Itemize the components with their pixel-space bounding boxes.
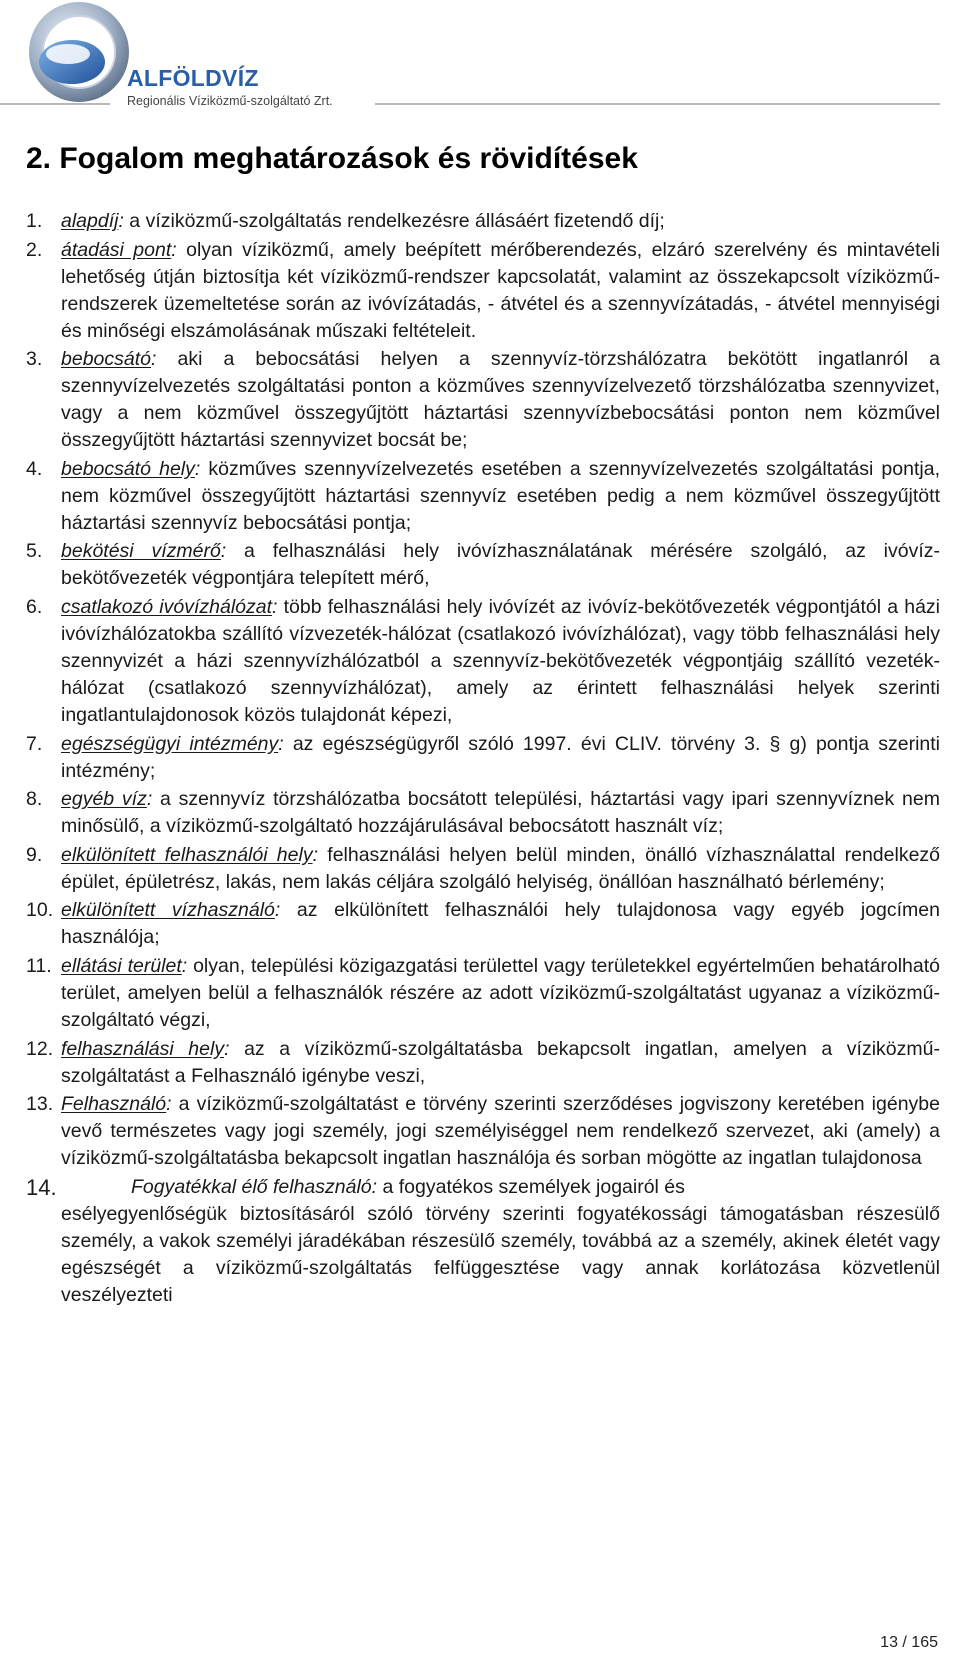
page-header [0,0,960,115]
item-term: egyéb víz [61,788,147,811]
item-number: 10. [26,899,54,922]
item-text: közműves szennyvízelvezetés esetében a szennyvízelvezetés szolgáltatási pontja, nem közművel összegyűjtött háztartási szennyvíz esetében pedig a nem közművel összegyűjtött háztartási szennyvíz bebocsátási pontja; [61,457,940,534]
item-term: csatlakozó ivóvízhálózat [61,595,273,618]
item-term: bebocsátó hely [61,457,195,480]
header-rule-right [375,103,940,105]
item-text-continued: esélyegyenlőségük biztosításáról szóló törvény szerinti fogyatékossági támogatásban részesülő személy, a vakok személyi járadékában részesülő személy, továbbá az a személy, akinek életét vagy egészségét a víziközmű-szolgáltatás felfüggesztése vagy annak korlátozása közvetlenül veszélyezteti [61,1202,940,1306]
list-item: 10. elkülönített vízhasználó: az elkülönített felhasználói hely tulajdonosa vagy egyéb jogcímen használója; [26,897,940,951]
item-term: egészségügyi intézmény [61,732,279,755]
list-item: 2. átadási pont: olyan víziközmű, amely beépített mérőberendezés, elzáró szerelvény és mintavételi lehetőség útján biztosítja két víziközmű-rendszer kapcsolatát, valamint az összekapcsolt víziközmű-rendszerek üzemeltetése során az ivóvízátadás, - átvétel és a szennyvízátadás, - átvétel mennyiségi és minőségi elszámolásának műszaki feltételeit. [26,237,940,345]
list-item: 12. felhasználási hely: az a víziközmű-szolgáltatásba bekapcsolt ingatlan, amelyen a víziközmű-szolgáltatást a Felhasználó igénybe veszi, [26,1036,940,1090]
item-number: 9. [26,843,43,866]
item-text: a felhasználási hely ivóvízhasználatának mérésére szolgáló, az ivóvíz-bekötővezeték végpontjára telepített mérő, [61,540,940,590]
item-term: elkülönített vízhasználó [61,899,275,922]
item-text: az a víziközmű-szolgáltatásba bekapcsolt ingatlan, amelyen a víziközmű-szolgáltatást a Felhasználó igénybe veszi, [61,1037,940,1087]
brand-name: ALFÖLDVÍZ [127,65,259,91]
item-number: 7. [26,732,43,755]
item-number: 13. [26,1093,54,1116]
item-text: az egészségügyről szóló 1997. évi CLIV. törvény 3. § g) pontja szerinti intézmény; [61,732,940,782]
item-term: ellátási terület [61,954,182,977]
list-item: 8. egyéb víz: a szennyvíz törzshálózatba bocsátott települési, háztartási vagy ipari szennyvíznek nem minősülő, a víziközmű-szolgáltató hozzájárulásával bebocsátott használt víz; [26,786,940,840]
page-number: 13 / 165 [880,1634,938,1651]
item-text: olyan víziközmű, amely beépített mérőberendezés, elzáró szerelvény és mintavételi lehetőség útján biztosítja két víziközmű-rendszer kapcsolatát, valamint az összekapcsolt víziközmű-rendszerek üzemeltetése során az ivóvízátadás, - átvétel és a szennyvízátadás, - átvétel mennyiségi és minőségi elszámolásának műszaki feltételeit. [61,238,940,342]
list-item: 13. Felhasználó: a víziközmű-szolgáltatást e törvény szerinti szerződéses jogviszony keretében igénybe vevő természetes vagy jogi személy, jogi személyiséggel nem rendelkező szervezet, aki (amely) a víziközmű-szolgáltatásba bekapcsolt ingatlan használója és sorban mögötte az ingatlan tulajdonosa [26,1091,940,1172]
item-number: 3. [26,348,43,371]
definition-list [26,208,940,1310]
item-term: alapdíj [61,210,119,232]
item-text: a víziközmű-szolgáltatás rendelkezésre állásáért fizetendő díj; [123,210,665,232]
item-term: bekötési vízmérő [61,540,221,563]
item-text: több felhasználási hely ivóvízét az ivóvíz-bekötővezeték végpontjától a házi ivóvízhálózatokba szállító vízvezeték-hálózat (csatlakozó ivóvízhálózat), vagy több felhasználási hely szennyvizét a házi szennyvízhálózatból a szennyvíz-bekötővezeték végpontjáig szállító vezeték-hálózat (csatlakozó szennyvízhálózat), amely az érintett felhasználási helyek szerinti ingatlantulajdonosok közös tulajdonát képezi, [61,595,940,726]
item-number: 12. [26,1037,54,1060]
item-number: 4. [26,457,43,480]
item-number: 8. [26,788,43,811]
item-text: aki a bebocsátási helyen a szennyvíz-törzshálózatra bekötött ingatlanról a szennyvízelvezetés szolgáltatási ponton a közműves szennyvízelvezető törzshálózatba szennyvizet, vagy a nem közművel összegyűjtött háztartási szennyvízbebocsátási ponton nem közművel összegyűjtött háztartási szennyvizet bocsát be; [61,348,940,452]
section-title: 2. Fogalom meghatározások és rövidítések [26,142,638,175]
item-term: bebocsátó [61,348,151,371]
item-text: a víziközmű-szolgáltatást e törvény szerinti szerződéses jogviszony keretében igénybe vevő természetes vagy jogi személy, jogi személyiséggel nem rendelkező szervezet, aki (amely) a víziközmű-szolgáltatásba bekapcsolt ingatlan használója és sorban mögötte az ingatlan tulajdonosa [61,1093,940,1170]
item-number: 6. [26,595,43,618]
list-item: 9. elkülönített felhasználói hely: felhasználási helyen belül minden, önálló vízhasználattal rendelkező épület, épületrész, lakás, nem lakás céljára szolgáló helyiség, önállóan használható bérlemény; [26,842,940,896]
list-item: 4. bebocsátó hely: közműves szennyvízelvezetés esetében a szennyvízelvezetés szolgáltatási pontja, nem közművel összegyűjtött háztartási szennyvíz esetében pedig a nem közművel összegyűjtött háztartási szennyvíz bebocsátási pontja; [26,456,940,537]
item-number: 2. [26,238,43,261]
list-item: 11. ellátási terület: olyan, települési közigazgatási területtel vagy területekkel egyértelműen behatárolható terület, amelyen belül a felhasználók részére az adott víziközmű-szolgáltatást ugyanaz a víziközmű-szolgáltató végzi, [26,953,940,1034]
item-term: átadási pont [61,238,172,261]
item-number: 5. [26,540,43,563]
item-term: felhasználási hely [61,1037,225,1060]
list-item: 3. bebocsátó: aki a bebocsátási helyen a szennyvíz-törzshálózatra bekötött ingatlanról a szennyvízelvezetés szolgáltatási ponton a közműves szennyvízelvezető törzshálózatba szennyvizet, vagy a nem közművel összegyűjtött háztartási szennyvízbebocsátási ponton nem közművel összegyűjtött háztartási szennyvizet bocsát be; [26,346,940,454]
brand-tagline: Regionális Víziközmű-szolgáltató Zrt. [127,94,333,108]
item-text: olyan, települési közigazgatási területtel vagy területekkel egyértelműen behatárolható terület, amelyen belül a felhasználók részére az adott víziközmű-szolgáltatást ugyanaz a víziközmű-szolgáltató végzi, [61,954,940,1031]
list-item: 6. csatlakozó ivóvízhálózat: több felhasználási hely ivóvízét az ivóvíz-bekötővezeték végpontjától a házi ivóvízhálózatokba szállító vízvezeték-hálózat (csatlakozó ivóvízhálózat), vagy több felhasználási hely szennyvizét a házi szennyvízhálózatból a szennyvíz-bekötővezeték végpontjáig szállító vezeték-hálózat (csatlakozó szennyvízhálózat), amely az érintett felhasználási helyek szerinti ingatlantulajdonosok közös tulajdonát képezi, [26,594,940,729]
item-text: a szennyvíz törzshálózatba bocsátott települési, háztartási vagy ipari szennyvíznek nem minősülő, a víziközmű-szolgáltató hozzájárulásával bebocsátott használt víz; [61,788,940,838]
item-term: elkülönített felhasználói hely [61,843,313,866]
list-item: 7. egészségügyi intézmény: az egészségügyről szóló 1997. évi CLIV. törvény 3. § g) pontja szerinti intézmény; [26,731,940,785]
item-number: 14. [26,1174,57,1200]
list-item: 1. alapdíj: a víziközmű-szolgáltatás rendelkezésre állásáért fizetendő díj; [26,208,940,235]
list-item: 14. Fogyatékkal élő felhasználó: a fogyatékos személyek jogairól és esélyegyenlőségük biztosításáról szóló törvény szerinti fogyatékossági támogatásban részesülő személy, a vakok személyi járadékában részesülő személy, továbbá az a személy, akinek életét vagy egészségét a víziközmű-szolgáltatás felfüggesztése vagy annak korlátozása közvetlenül veszélyezteti [26,1174,940,1309]
item-number: 11. [26,954,52,977]
item-term: Felhasználó [61,1093,167,1116]
item-text: az elkülönített felhasználói hely tulajdonosa vagy egyéb jogcímen használója; [61,899,940,949]
alfoldviz-logo-icon [24,0,134,110]
item-text: a fogyatékos személyek jogairól és [377,1175,685,1198]
list-item: 5. bekötési vízmérő: a felhasználási hely ivóvízhasználatának mérésére szolgáló, az ivóvíz-bekötővezeték végpontjára telepített mérő, [26,538,940,592]
item-text: felhasználási helyen belül minden, önálló vízhasználattal rendelkező épület, épületrész, lakás, nem lakás céljára szolgáló helyiség, önállóan használható bérlemény; [61,843,941,893]
item-term: Fogyatékkal élő felhasználó [131,1175,372,1198]
header-rule-left [0,103,110,105]
item-number: 1. [26,210,43,232]
